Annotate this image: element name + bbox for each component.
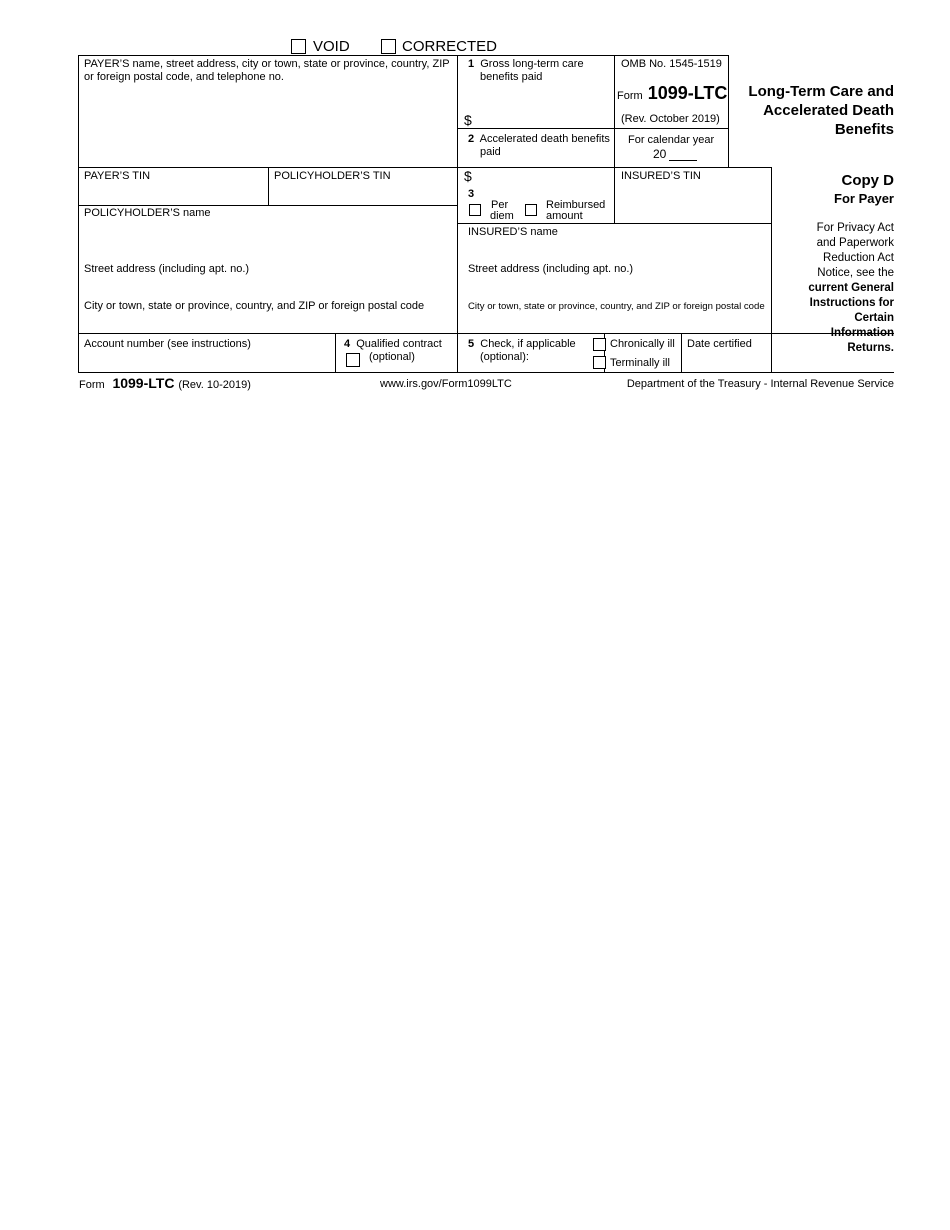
- calendar-year-underline: [669, 160, 697, 161]
- policyholder-tin-label: POLICYHOLDER’S TIN: [274, 170, 391, 182]
- privacy-act-notice: For Privacy Act and Paperwork Reduction Act Notice, see the current General Instructions for Certain Information Returns.: [808, 222, 894, 354]
- for-payer-label: For Payer: [834, 191, 894, 206]
- reimbursed-amount-checkbox[interactable]: [525, 204, 537, 216]
- policyholder-city-field[interactable]: [80, 314, 454, 331]
- policyholder-tin-field[interactable]: [271, 184, 454, 203]
- box2-label-2: paid: [480, 146, 501, 158]
- footer-department: Department of the Treasury - Internal Revenue Service: [626, 378, 894, 390]
- corrected-checkbox[interactable]: [381, 39, 396, 54]
- insured-name-label: INSURED’S name: [468, 226, 558, 238]
- per-diem-checkbox[interactable]: [469, 204, 481, 216]
- payer-name-field[interactable]: [80, 86, 454, 164]
- insured-tin-field[interactable]: [617, 184, 768, 221]
- payer-name-label: PAYER’S name, street address, city or town, state or province, country, ZIP: [84, 58, 450, 70]
- insured-tin-label: INSURED’S TIN: [621, 170, 701, 182]
- box4-optional-label: (optional): [369, 351, 415, 363]
- date-certified-label: Date certified: [687, 338, 752, 350]
- reimbursed-label: Reimbursed: [546, 199, 606, 211]
- box1-label: 1 Gross long-term care: [468, 58, 584, 70]
- insured-city-label: City or town, state or province, country, and ZIP or foreign postal code: [468, 301, 765, 312]
- policyholder-street-label: Street address (including apt. no.): [84, 263, 250, 275]
- calendar-year-field[interactable]: [668, 145, 700, 160]
- box5-optional-label: (optional):: [480, 351, 529, 363]
- qualified-contract-checkbox[interactable]: [346, 353, 360, 367]
- omb-number: OMB No. 1545-1519: [621, 58, 722, 70]
- box2-label: 2 Accelerated death benefits: [468, 133, 610, 145]
- chronically-ill-checkbox[interactable]: [593, 338, 606, 351]
- footer-url: www.irs.gov/Form1099LTC: [380, 378, 512, 390]
- policyholder-name-field[interactable]: [80, 221, 454, 261]
- payer-tin-field[interactable]: [80, 184, 265, 203]
- chronically-ill-label: Chronically ill: [610, 338, 675, 350]
- calendar-year-prefix: 20: [653, 147, 667, 161]
- insured-city-field[interactable]: [460, 314, 768, 331]
- box2-dollar-sign: $: [464, 168, 472, 184]
- account-number-label: Account number (see instructions): [84, 338, 251, 350]
- box1-amount-field[interactable]: [476, 100, 610, 126]
- reimbursed-label-2: amount: [546, 210, 583, 222]
- form-title: Long-Term Care and Accelerated Death Benefits: [748, 83, 894, 138]
- policyholder-street-field[interactable]: [80, 277, 454, 297]
- footer-form-number: Form 1099-LTC (Rev. 10-2019): [79, 375, 251, 391]
- payer-name-label-2: or foreign postal code, and telephone no.: [84, 71, 284, 83]
- per-diem-label-2: diem: [490, 210, 514, 222]
- calendar-year-label: For calendar year: [628, 134, 715, 146]
- policyholder-city-label: City or town, state or province, country, and ZIP or foreign postal code: [84, 300, 425, 312]
- box5-label: 5 Check, if applicable: [468, 338, 576, 350]
- per-diem-label: Per: [491, 199, 509, 211]
- form-number-header: Form 1099-LTC: [617, 83, 728, 103]
- copy-label: Copy D: [841, 172, 894, 189]
- revision-date: (Rev. October 2019): [621, 113, 720, 125]
- void-label: VOID: [313, 38, 350, 55]
- date-certified-field[interactable]: [684, 352, 768, 370]
- box2-amount-field[interactable]: [476, 168, 610, 185]
- box4-label: 4 Qualified contract: [344, 338, 442, 350]
- account-number-field[interactable]: [80, 352, 332, 370]
- insured-street-label: Street address (including apt. no.): [468, 263, 634, 275]
- terminally-ill-checkbox[interactable]: [593, 356, 606, 369]
- insured-name-field[interactable]: [460, 240, 768, 261]
- insured-street-field[interactable]: [460, 277, 768, 297]
- corrected-label: CORRECTED: [402, 38, 498, 55]
- void-checkbox[interactable]: [291, 39, 306, 54]
- payer-tin-label: PAYER’S TIN: [84, 170, 151, 182]
- box1-label-2: benefits paid: [480, 71, 543, 83]
- policyholder-name-label: POLICYHOLDER’S name: [84, 207, 211, 219]
- box3-number: 3: [468, 188, 475, 200]
- terminally-ill-label: Terminally ill: [610, 357, 670, 369]
- box1-dollar-sign: $: [464, 112, 472, 128]
